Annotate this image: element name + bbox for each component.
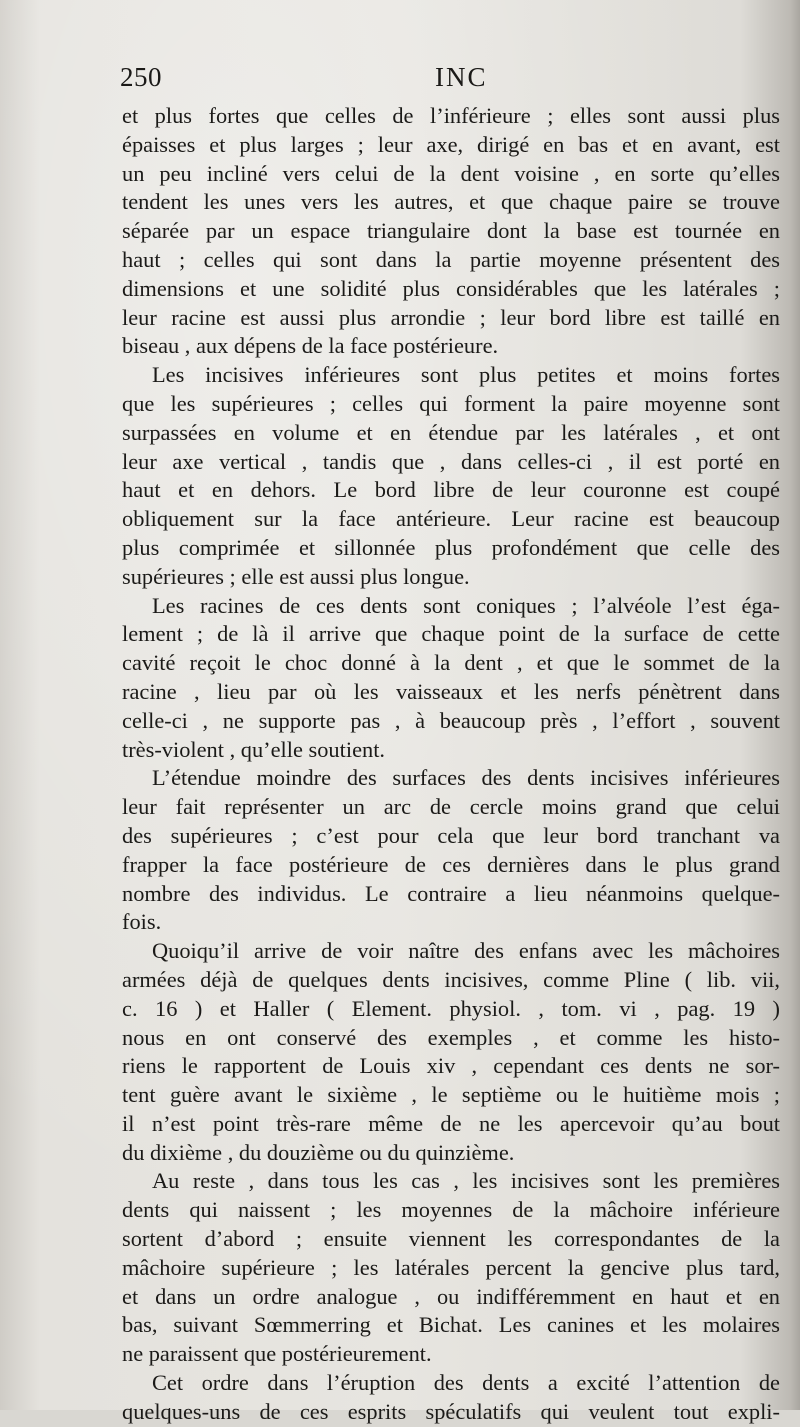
text-line: haut ; celles qui sont dans la partie moyenne présentent des: [122, 246, 780, 272]
text-line: obliquement sur la face antérieure. Leur racine est beaucoup: [122, 506, 780, 532]
text-line: frapper la face postérieure de ces dernières dans le plus grand: [122, 851, 780, 877]
text-line: L’étendue moindre des surfaces des dents incisives inférieures: [152, 765, 780, 791]
text-line: sortent d’abord ; ensuite viennent les correspondantes de la: [122, 1226, 780, 1252]
text-line: que les supérieures ; celles qui forment la paire moyenne sont: [122, 390, 780, 416]
text-line: nombre des individus. Le contraire a lieu néanmoins quelque-: [122, 880, 780, 906]
text-line: ne paraissent que postérieurement.: [122, 1341, 432, 1367]
text-line: un peu incliné vers celui de la dent voisine , en sorte qu’elles: [122, 160, 780, 186]
text-line: mâchoire supérieure ; les latérales percent la gencive plus tard,: [122, 1254, 780, 1280]
body-text: [122, 102, 780, 1427]
text-line: Les incisives inférieures sont plus petites et moins fortes: [152, 362, 780, 388]
text-line: tent guère avant le sixième , le septième ou le huitième mois ;: [122, 1082, 780, 1108]
text-line: riens le rapportent de Louis xiv , cependant ces dents ne sor-: [122, 1053, 780, 1079]
text-line: leur racine est aussi plus arrondie ; leur bord libre est taillé en: [122, 304, 780, 330]
text-line: dimensions et une solidité plus considérables que les latérales ;: [122, 275, 780, 301]
text-line: leur fait représenter un arc de cercle moins grand que celui: [122, 794, 780, 820]
text-line: racine , lieu par où les vaisseaux et les nerfs pénètrent dans: [122, 678, 780, 704]
text-line: Quoiqu’il arrive de voir naître des enfans avec les mâchoires: [152, 938, 780, 964]
text-line: séparée par un espace triangulaire dont la base est tournée en: [122, 218, 780, 244]
text-line: épaisses et plus larges ; leur axe, dirigé en bas et en avant, est: [122, 131, 780, 157]
text-line: fois.: [122, 909, 162, 935]
text-line: haut et en dehors. Le bord libre de leur couronne est coupé: [122, 477, 780, 503]
paragraph-5: [122, 937, 780, 1167]
text-line: nous en ont conservé des exemples , et comme les histo-: [122, 1024, 780, 1050]
text-line: quelques-uns de ces esprits spéculatifs qui veulent tout expli-: [122, 1398, 780, 1424]
text-line: dents qui naissent ; les moyennes de la mâchoire inférieure: [122, 1197, 780, 1223]
text-line: plus comprimée et sillonnée plus profondément que celle des: [122, 534, 780, 560]
text-line: et dans un ordre analogue , ou indifféremment en haut et en: [122, 1283, 780, 1309]
text-line: Cet ordre dans l’éruption des dents a excité l’attention de: [152, 1370, 780, 1396]
text-line: du dixième , du douzième ou du quinzième.: [122, 1139, 515, 1165]
text-line: Au reste , dans tous les cas , les incisives sont les premières: [152, 1168, 780, 1194]
text-line: cavité reçoit le choc donné à la dent , et que le sommet de la: [122, 650, 780, 676]
text-line: supérieures ; elle est aussi plus longue.: [122, 563, 470, 589]
running-head: INC: [435, 62, 488, 92]
text-line: celle-ci , ne supporte pas , à beaucoup près , l’effort , souvent: [122, 707, 780, 733]
paragraph-6: [122, 1167, 780, 1369]
page-header: [120, 62, 780, 102]
text-line: très-violent , qu’elle soutient.: [122, 736, 386, 762]
text-line: des supérieures ; c’est pour cela que leur bord tranchant va: [122, 822, 780, 848]
text-line: bas, suivant Sœmmerring et Bichat. Les canines et les molaires: [122, 1312, 780, 1338]
paragraph-3: [122, 592, 780, 765]
text-line: biseau , aux dépens de la face postérieure.: [122, 333, 499, 359]
text-line: c. 16 ) et Haller ( Element. physiol. , tom. vi , pag. 19 ): [122, 995, 780, 1021]
paragraph-1: [122, 102, 780, 361]
text-line: leur axe vertical , tandis que , dans celles-ci , il est porté en: [122, 448, 780, 474]
paragraph-4: [122, 764, 780, 937]
text-line: il n’est point très-rare même de ne les apercevoir qu’au bout: [122, 1110, 780, 1136]
text-line: lement ; de là il arrive que chaque point de la surface de cette: [122, 621, 780, 647]
page-number: 250: [120, 62, 162, 92]
text-line: et plus fortes que celles de l’inférieure ; elles sont aussi plus: [122, 103, 780, 128]
text-line: tendent les unes vers les autres, et que chaque paire se trouve: [122, 189, 780, 215]
text-line: Les racines de ces dents sont coniques ; l’alvéole l’est éga-: [152, 592, 780, 618]
paragraph-7: [122, 1369, 780, 1427]
text-line: armées déjà de quelques dents incisives, comme Pline ( lib. vii,: [122, 966, 780, 992]
text-line: surpassées en volume et en étendue par les latérales , et ont: [122, 419, 780, 445]
paragraph-2: [122, 361, 780, 591]
